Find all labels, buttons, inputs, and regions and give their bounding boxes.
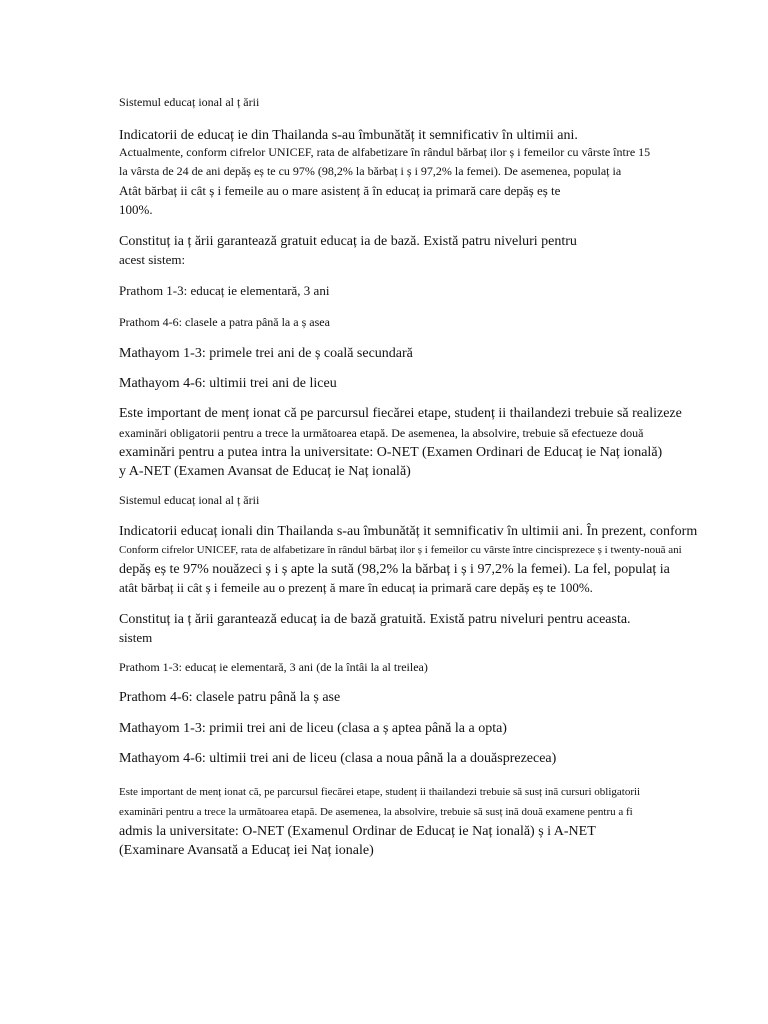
paragraph-line: Indicatorii educaț ionali din Thailanda s-au îmbunătăț it semnificativ în ultimii ani. În prezent, conform	[119, 524, 698, 539]
paragraph-line: Actualmente, conform cifrelor UNICEF, rata de alfabetizare în rândul bărbaț ilor ș i femeilor cu vârste între 15	[119, 145, 651, 159]
paragraph-line: Conform cifrelor UNICEF, rata de alfabetizare în rândul bărbaț ilor ș i femeilor cu vârste între cincisprezece ș i twenty-nouă ani	[119, 544, 682, 556]
paragraph-line: la vârsta de 24 de ani depăș eș te cu 97% (98,2% la bărbaț i ș i 97,2% la femei). De asemenea, populaț ia	[119, 164, 622, 178]
paragraph-line: examinări obligatorii pentru a trece la următoarea etapă. De asemenea, la absolvire, trebuie să efectueze două	[119, 426, 644, 440]
paragraph-line: acest sistem:	[119, 252, 186, 267]
paragraph-line: examinări pentru a trece la următoarea etapă. De asemenea, la absolvire, trebuie să susț ină două examene pentru a fi	[119, 806, 633, 818]
paragraph-line: Constituț ia ț ării garantează educaț ia de bază gratuită. Există patru niveluri pentru aceasta.	[119, 612, 631, 627]
paragraph-line: depăș eș te 97% nouăzeci ș i ș apte la sută (98,2% la bărbaț i ș i 97,2% la femei). La fel, populaț ia	[119, 562, 670, 577]
list-item: Prathom 1-3: educaț ie elementară, 3 ani	[119, 283, 330, 298]
list-item: Mathayom 4-6: ultimii trei ani de liceu	[119, 376, 337, 391]
paragraph-line: y A-NET (Examen Avansat de Educaț ie Naț ională)	[119, 464, 411, 479]
list-item: Prathom 1-3: educaț ie elementară, 3 ani (de la întâi la al treilea)	[119, 660, 428, 674]
paragraph-line: Indicatorii de educaț ie din Thailanda s-au îmbunătăț it semnificativ în ultimii ani.	[119, 128, 578, 143]
list-item: Prathom 4-6: clasele a patra până la a ș asea	[119, 315, 330, 329]
list-item: Prathom 4-6: clasele patru până la ș ase	[119, 690, 341, 705]
paragraph-line: 100%.	[119, 202, 153, 217]
paragraph-line: Constituț ia ț ării garantează gratuit educaț ia de bază. Există patru niveluri pentru	[119, 234, 577, 249]
paragraph-line: (Examinare Avansată a Educaț iei Naț ionale)	[119, 843, 374, 858]
section-heading: Sistemul educaț ional al ț ării	[119, 493, 260, 507]
paragraph-line: Este important de menț ionat că, pe parcursul fiecărei etape, studenț ii thailandezi trebuie să susț ină cursuri obligatorii	[119, 786, 641, 798]
paragraph-line: examinări pentru a putea intra la universitate: O-NET (Examen Ordinari de Educaț ie Naț ională)	[119, 445, 663, 460]
section-heading: Sistemul educaț ional al ț ării	[119, 95, 260, 109]
paragraph-line: Atât bărbaț ii cât ș i femeile au o mare asistenț ă în educaț ia primară care depăș eș te	[119, 183, 561, 198]
paragraph-line: admis la universitate: O-NET (Examenul Ordinar de Educaț ie Naț ională) ș i A-NET	[119, 824, 596, 839]
list-item: Mathayom 4-6: ultimii trei ani de liceu (clasa a noua până la a douăsprezecea)	[119, 751, 557, 766]
paragraph-line: atât bărbaț ii cât ș i femeile au o prezenț ă mare în educaț ia primară care depăș eș te 100%.	[119, 580, 593, 595]
paragraph-line: sistem	[119, 630, 153, 645]
paragraph-line: Este important de menț ionat că pe parcursul fiecărei etape, studenț ii thailandezi trebuie să realizeze	[119, 406, 682, 421]
list-item: Mathayom 1-3: primele trei ani de ș coală secundară	[119, 346, 413, 361]
list-item: Mathayom 1-3: primii trei ani de liceu (clasa a ș aptea până la a opta)	[119, 721, 507, 736]
